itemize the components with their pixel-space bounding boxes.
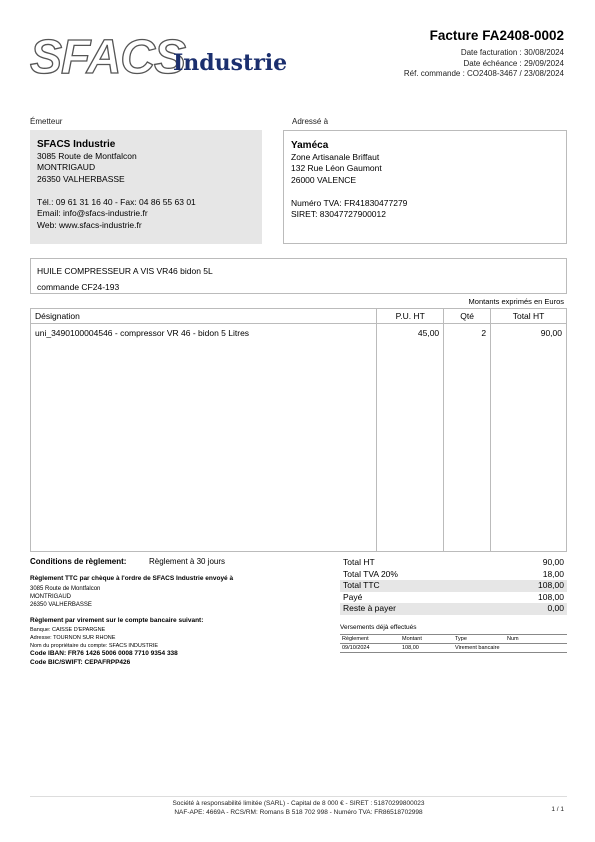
invoice-note bbox=[30, 258, 567, 294]
bank-details bbox=[30, 626, 325, 650]
total-ht-row bbox=[340, 557, 567, 569]
page-number: 1 / 1 bbox=[551, 806, 564, 813]
recipient-name: Yaméca bbox=[291, 140, 329, 151]
col-header-designation: Désignation bbox=[31, 309, 377, 324]
cheque-title: Règlement TTC par chèque à l'ordre de SFACS Industrie envoyé à bbox=[30, 575, 234, 582]
emitter-address-line: MONTRIGAUD bbox=[37, 162, 96, 172]
payment-number bbox=[505, 644, 567, 653]
total-label: Payé bbox=[343, 591, 363, 602]
total-ttc-row bbox=[340, 580, 567, 592]
note-line: commande CF24-193 bbox=[37, 282, 120, 292]
currency-note: Montants exprimés en Euros bbox=[468, 297, 564, 306]
col-header-amount: Montant bbox=[400, 635, 453, 644]
invoice-date: Date facturation : 30/08/2024 bbox=[460, 48, 564, 57]
invoice-due-date: Date échéance : 29/09/2024 bbox=[463, 58, 564, 68]
bic: Code BIC/SWIFT: CEPAFRPP426 bbox=[30, 658, 131, 666]
cheque-address-line: MONTRIGAUD bbox=[30, 594, 71, 600]
payments-title: Versements déjà effectués bbox=[340, 624, 417, 631]
footer-line: NAF-APE: 4669A - RCS/RM: Romans B 518 702 998 - Numéro TVA: FR86518702998 bbox=[174, 809, 423, 816]
cheque-address-line: 26350 VALHERBASSE bbox=[30, 602, 92, 608]
recipient-address-line: 132 Rue Léon Gaumont bbox=[291, 163, 382, 173]
total-value: 108,00 bbox=[538, 591, 564, 602]
company-logo bbox=[30, 30, 290, 85]
recipient-address-line: Zone Artisanale Briffaut bbox=[291, 151, 380, 162]
col-header-type: Type bbox=[453, 635, 505, 644]
table-row bbox=[340, 644, 567, 653]
cheque-address bbox=[30, 585, 325, 609]
order-reference: Réf. commande : CO2408-3467 / 23/08/2024 bbox=[403, 69, 564, 78]
col-header-total: Total HT bbox=[491, 309, 567, 324]
cheque-address-line: 3085 Route de Montfalcon bbox=[30, 586, 101, 592]
payment-date: 09/10/2024 bbox=[340, 644, 400, 653]
logo-suffix: Industrie bbox=[173, 50, 288, 76]
total-label: Total TTC bbox=[343, 580, 380, 590]
conditions-label: Conditions de règlement: bbox=[30, 557, 127, 566]
recipient-siret: SIRET: 83047727900012 bbox=[291, 209, 386, 219]
remaining-row bbox=[340, 603, 567, 615]
footer-line: Société à responsabilité limitée (SARL) - Capital de 8 000 € - SIRET : 51870299800023 bbox=[172, 800, 425, 807]
table-filler-row bbox=[31, 342, 567, 552]
col-header-unit-price: P.U. HT bbox=[377, 309, 444, 324]
bank-name: Banque: CAISSE D'EPARGNE bbox=[30, 627, 106, 633]
emitter-website: Web: www.sfacs-industrie.fr bbox=[37, 219, 142, 230]
payments-table bbox=[340, 634, 567, 653]
note-line: HUILE COMPRESSEUR A VIS VR46 bidon 5L bbox=[37, 266, 213, 276]
total-value: 0,00 bbox=[547, 603, 564, 613]
col-header-number: Num bbox=[505, 635, 567, 644]
conditions-value: Règlement à 30 jours bbox=[149, 557, 226, 566]
emitter-address-line: 3085 Route de Montfalcon bbox=[37, 150, 137, 161]
emitter-email: Email: info@sfacs-industrie.fr bbox=[37, 208, 148, 218]
table-row bbox=[31, 324, 567, 343]
invoice-title: Facture FA2408-0002 bbox=[429, 28, 564, 43]
total-value: 108,00 bbox=[538, 580, 564, 590]
payment-type: Virement bancaire bbox=[453, 644, 505, 653]
item-total: 90,00 bbox=[491, 324, 567, 343]
footer bbox=[30, 796, 567, 817]
totals-block bbox=[340, 557, 567, 615]
item-quantity: 2 bbox=[444, 324, 491, 343]
items-table bbox=[30, 308, 567, 552]
total-value: 90,00 bbox=[542, 557, 564, 567]
invoice-meta bbox=[404, 48, 564, 80]
total-value: 18,00 bbox=[542, 568, 564, 579]
total-label: Total TVA 20% bbox=[343, 568, 398, 579]
total-label: Total HT bbox=[343, 557, 375, 567]
item-designation: uni_3490100004546 - compressor VR 46 - bidon 5 Litres bbox=[31, 324, 377, 343]
transfer-title: Règlement par virement sur le compte bancaire suivant: bbox=[30, 617, 204, 624]
emitter-phone: Tél.: 09 61 31 16 40 - Fax: 04 86 55 63 01 bbox=[37, 196, 196, 207]
account-owner: Nom du propriétaire du compte: SFACS INDUSTRIE bbox=[30, 643, 159, 649]
payment-conditions bbox=[30, 557, 325, 667]
recipient-vat: Numéro TVA: FR41830477279 bbox=[291, 197, 408, 208]
col-header-quantity: Qté bbox=[444, 309, 491, 324]
bank-address: Adresse: TOURNON SUR RHONE bbox=[30, 635, 116, 641]
emitter-block bbox=[30, 130, 262, 244]
payments-made bbox=[340, 624, 567, 653]
emitter-name: SFACS Industrie bbox=[37, 139, 116, 150]
item-unit-price: 45,00 bbox=[377, 324, 444, 343]
recipient-label: Adressé à bbox=[292, 117, 329, 126]
recipient-address-line: 26000 VALENCE bbox=[291, 174, 357, 185]
paid-row bbox=[340, 592, 567, 604]
logo-brand: SFACS bbox=[30, 31, 186, 84]
emitter-address-line: 26350 VALHERBASSE bbox=[37, 173, 125, 184]
total-label: Reste à payer bbox=[343, 603, 396, 613]
recipient-block bbox=[283, 130, 567, 244]
iban: Code IBAN: FR76 1426 5006 0008 7710 9354 338 bbox=[30, 650, 178, 657]
emitter-label: Émetteur bbox=[30, 117, 63, 126]
col-header-payment: Règlement bbox=[340, 635, 400, 644]
payment-amount: 108,00 bbox=[400, 644, 453, 653]
total-tva-row bbox=[340, 569, 567, 581]
